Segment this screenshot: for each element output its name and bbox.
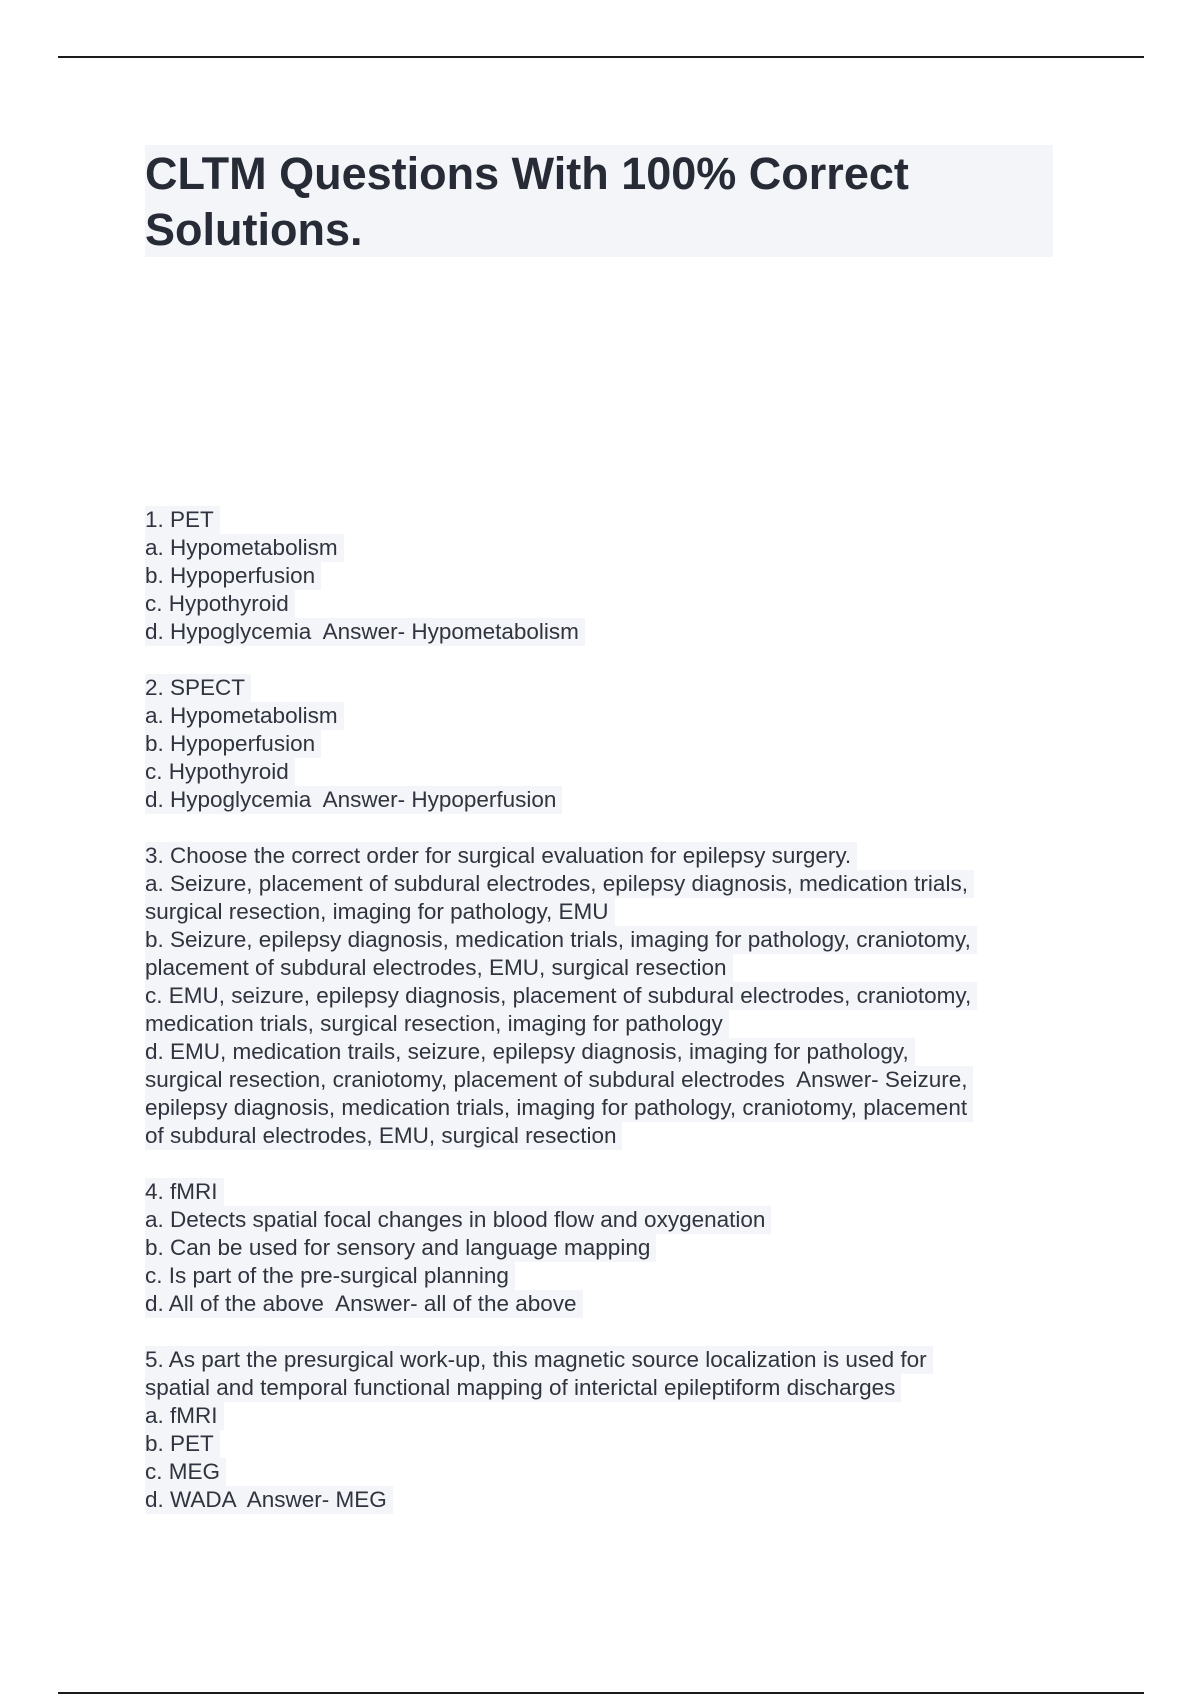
top-divider [58,56,1144,58]
option-line: c. EMU, seizure, epilepsy diagnosis, placement of subdural electrodes, craniotomy, [145,982,977,1010]
option-answer-line: d. WADA Answer- MEG [145,1486,393,1514]
option-line: b. Hypoperfusion [145,562,321,590]
question-5 [145,1346,1065,1514]
answer-line: epilepsy diagnosis, medication trials, imaging for pathology, craniotomy, placement [145,1094,973,1122]
option-line: c. MEG [145,1458,226,1486]
option-answer-line: d. All of the above Answer- all of the above [145,1290,583,1318]
option-line: a. Detects spatial focal changes in blood flow and oxygenation [145,1206,771,1234]
question-line: spatial and temporal functional mapping of interictal epileptiform discharges [145,1374,901,1402]
option-line: surgical resection, imaging for pathology, EMU [145,898,615,926]
document-title [145,146,1045,258]
option-line: a. Hypometabolism [145,534,344,562]
question-list [145,506,1065,1542]
title-line-2: Solutions. [145,204,363,255]
option-line: a. fMRI [145,1402,224,1430]
option-line: b. Can be used for sensory and language mapping [145,1234,656,1262]
option-line: medication trials, surgical resection, imaging for pathology [145,1010,729,1038]
option-line: a. Hypometabolism [145,702,344,730]
option-line: c. Hypothyroid [145,758,295,786]
option-line: placement of subdural electrodes, EMU, surgical resection [145,954,733,982]
option-answer-line: d. Hypoglycemia Answer- Hypometabolism [145,618,585,646]
question-line: 2. SPECT [145,674,251,702]
question-line: 4. fMRI [145,1178,224,1206]
question-line: 5. As part the presurgical work-up, this magnetic source localization is used for [145,1346,933,1374]
answer-line: of subdural electrodes, EMU, surgical resection [145,1122,622,1150]
question-line: 1. PET [145,506,220,534]
option-line: c. Hypothyroid [145,590,295,618]
option-answer-line: surgical resection, craniotomy, placement of subdural electrodes Answer- Seizure, [145,1066,973,1094]
option-line: d. EMU, medication trails, seizure, epilepsy diagnosis, imaging for pathology, [145,1038,915,1066]
title-line-1: CLTM Questions With 100% Correct [145,148,909,199]
question-4 [145,1178,1065,1318]
option-line: b. Seizure, epilepsy diagnosis, medication trials, imaging for pathology, craniotomy, [145,926,977,954]
bottom-divider [58,1692,1144,1694]
question-3 [145,842,1065,1150]
option-line: a. Seizure, placement of subdural electrodes, epilepsy diagnosis, medication trials, [145,870,974,898]
option-answer-line: d. Hypoglycemia Answer- Hypoperfusion [145,786,562,814]
question-line: 3. Choose the correct order for surgical evaluation for epilepsy surgery. [145,842,857,870]
question-2 [145,674,1065,814]
question-1 [145,506,1065,646]
option-line: c. Is part of the pre-surgical planning [145,1262,515,1290]
option-line: b. PET [145,1430,220,1458]
option-line: b. Hypoperfusion [145,730,321,758]
